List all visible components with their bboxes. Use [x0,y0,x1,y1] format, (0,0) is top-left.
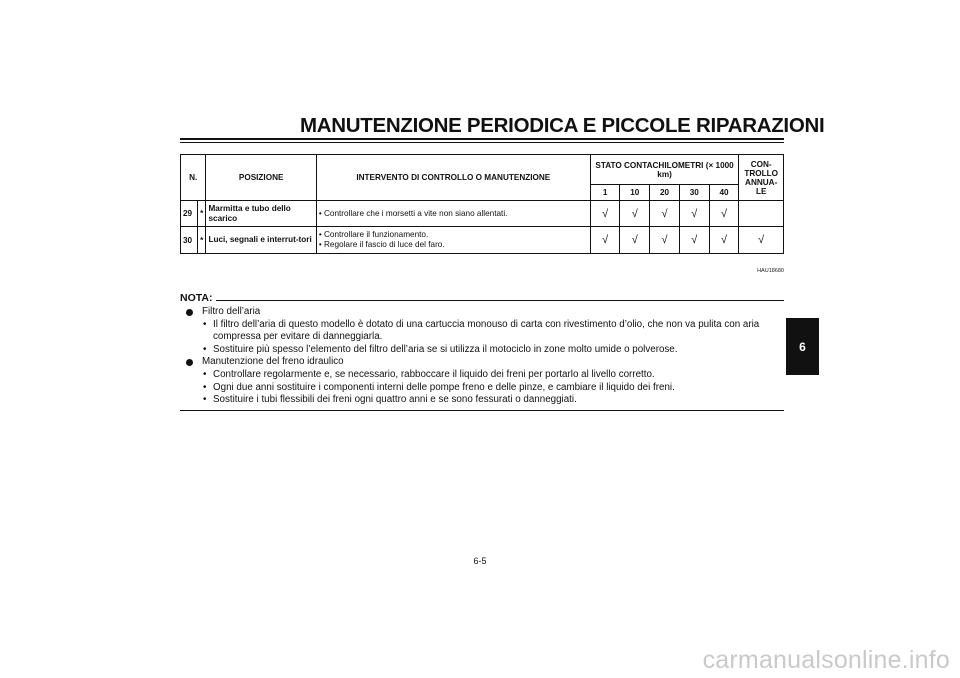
header-position: POSIZIONE [206,155,316,201]
action-item: • Regolare il fascio di luce del faro. [319,240,588,250]
small-bullet-icon: • [203,368,207,380]
title-rule-thin [180,142,784,143]
row-action [316,201,590,227]
note-item [186,344,784,357]
page-number: 6-5 [473,556,487,566]
row-mark: * [197,201,205,227]
title-rule [180,138,784,140]
row-mark: * [197,227,205,254]
chapter-tab[interactable]: 6 [786,318,819,375]
check-mark: √ [590,201,620,227]
note-item-text: Controllare regolarmente e, se necessario, rabboccare il liquido dei freni per portarlo al livello corretto. [213,368,655,380]
annual-check: √ [739,227,784,254]
reference-code: HAU18680 [757,268,784,274]
small-bullet-icon: • [203,318,207,330]
note-group [186,306,784,319]
note-group-title: Filtro dell’aria [202,306,261,317]
row-position: Luci, segnali e interrut-tori [206,227,316,254]
note-rule [216,300,784,301]
note-label: NOTA: [180,292,213,304]
header-km: 40 [709,185,739,201]
note-item [186,319,784,344]
note-item-text: Il filtro dell’aria di questo modello è dotato di una cartuccia monouso di carta con rivestimento d’olio, che non va pulita con aria compressa per evitare di danneggiarla. [213,318,760,343]
header-km: 10 [620,185,650,201]
small-bullet-icon: • [203,394,207,406]
bullet-icon [186,359,193,366]
check-mark: √ [590,227,620,254]
note-item [186,382,784,395]
note-item-text: Ogni due anni sostituire i componenti interni delle pompe freno e delle pinze, e cambiare il liquido dei freni. [213,381,675,393]
header-odometer: STATO CONTACHILOMETRI (× 1000 km) [590,155,739,185]
header-n: N. [181,155,206,201]
header-annual: CON-TROLLO ANNUA-LE [739,155,784,201]
header-action: INTERVENTO DI CONTROLLO O MANUTENZIONE [316,155,590,201]
watermark: carmanualsonline.info [702,646,950,674]
check-mark: √ [620,201,650,227]
header-km: 20 [650,185,680,201]
page-title: MANUTENZIONE PERIODICA E PICCOLE RIPARAZIONI [300,114,825,137]
maintenance-table [180,154,784,254]
action-item: • Controllare che i morsetti a vite non siano allentati. [319,209,588,219]
check-mark: √ [679,201,709,227]
small-bullet-icon: • [203,343,207,355]
note-bottom-rule [180,410,784,411]
table-row [181,201,784,227]
note-group [186,356,784,369]
note-item-text: Sostituire i tubi flessibili dei freni ogni quattro anni e se sono fessurati o danneggiati. [213,394,577,406]
check-mark: √ [620,227,650,254]
check-mark: √ [709,201,739,227]
table-row [181,227,784,254]
action-item: • Controllare il funzionamento. [319,230,588,240]
row-number: 29 [181,201,198,227]
check-mark: √ [679,227,709,254]
check-mark: √ [650,201,680,227]
check-mark: √ [709,227,739,254]
note-item [186,394,784,407]
note-item [186,369,784,382]
header-km: 1 [590,185,620,201]
note-body [186,306,784,407]
row-position: Marmitta e tubo dello scarico [206,201,316,227]
check-mark: √ [650,227,680,254]
bullet-icon [186,309,193,316]
note-group-title: Manutenzione del freno idraulico [202,356,344,368]
note-item-text: Sostituire più spesso l’elemento del filtro dell’aria se si utilizza il motociclo in zone molto umide o polverose. [213,343,678,355]
row-number: 30 [181,227,198,254]
annual-check [739,201,784,227]
row-action [316,227,590,254]
header-km: 30 [679,185,709,201]
small-bullet-icon: • [203,381,207,393]
